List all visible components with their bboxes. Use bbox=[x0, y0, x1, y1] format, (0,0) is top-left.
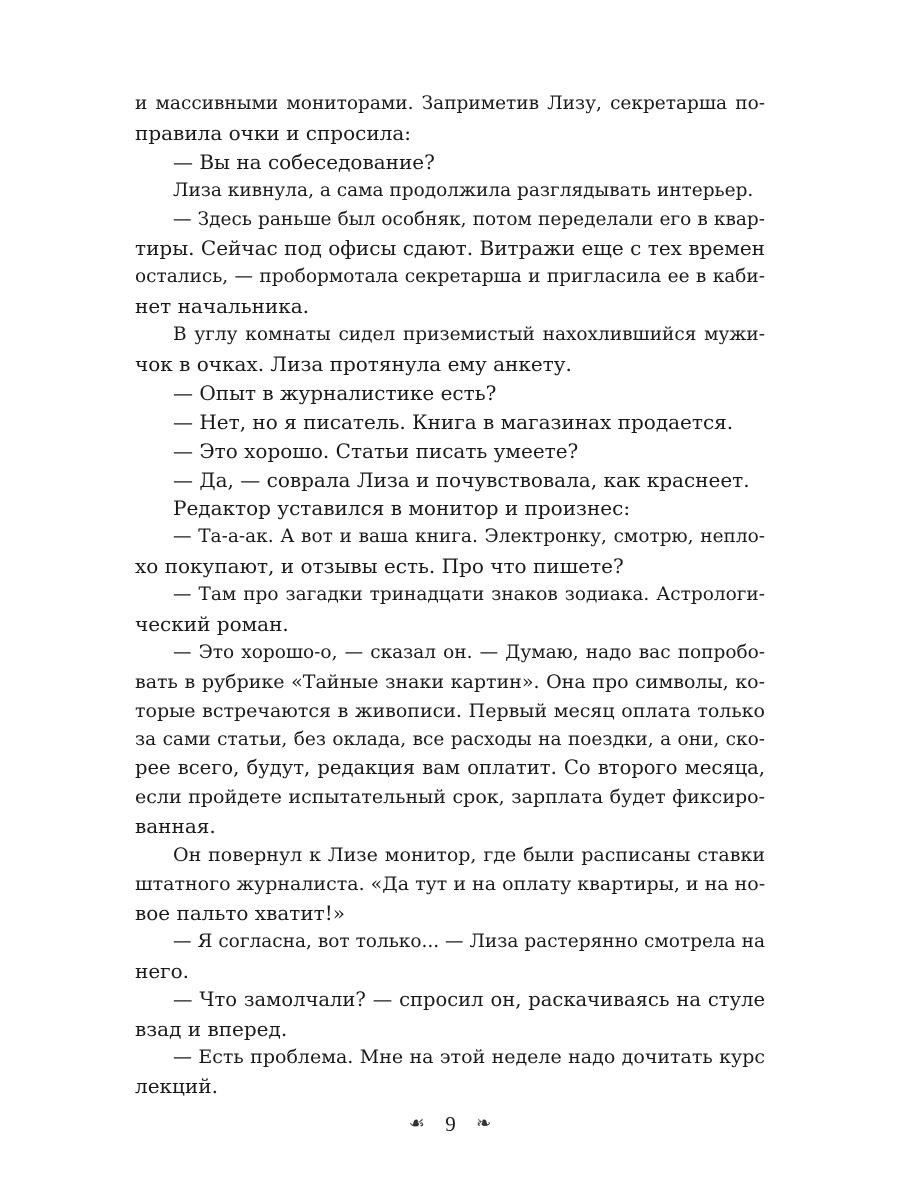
text-line: если пройдете испытательный срок, зарплата будет фиксиро- bbox=[135, 786, 765, 809]
text-line: Он повернул к Лизе монитор, где были расписаны ставки bbox=[173, 844, 765, 867]
text-line: штатного журналиста. «Да тут и на оплату квартиры, и на но- bbox=[135, 873, 766, 896]
body-text bbox=[135, 90, 765, 1101]
text-line: него. bbox=[135, 958, 190, 983]
page-footer bbox=[0, 1108, 900, 1138]
text-line: Лиза кивнула, а сама продолжила разглядывать интерьер. bbox=[173, 179, 754, 201]
text-line: вое пальто хватит!» bbox=[135, 900, 345, 925]
text-line: ческий роман. bbox=[135, 612, 289, 637]
text-line: — Я согласна, вот только... — Лиза растерянно смотрела на bbox=[173, 930, 765, 952]
text-line: торые встречаются в живописи. Первый месяц оплата только bbox=[135, 699, 765, 722]
text-line: В углу комнаты сидел приземистый нахохлившийся мужи- bbox=[173, 324, 765, 346]
text-line: вать в рубрике «Тайные знаки картин». Она про символы, ко- bbox=[135, 670, 765, 693]
text-line: взад и вперед. bbox=[135, 1016, 288, 1041]
text-line: Редактор уставился в монитор и произнес: bbox=[173, 496, 631, 521]
page-number: 9 bbox=[445, 1111, 456, 1136]
text-line: тиры. Сейчас под офисы сдают. Витражи еще с тех времен bbox=[135, 236, 765, 261]
text-line: — Что замолчали? — спросил он, раскачиваясь на стуле bbox=[173, 987, 765, 1011]
text-line: остались, — пробормотала секретарша и пригласила ее в каби- bbox=[135, 266, 765, 288]
text-line: — Здесь раньше был особняк, потом переделали его в квар- bbox=[173, 208, 765, 230]
text-line: — Это хорошо-о, — сказал он. — Думаю, надо вас попробо- bbox=[173, 641, 765, 663]
text-line: и массивными мониторами. Заприметив Лизу, секретарша по- bbox=[135, 93, 765, 114]
text-line: чок в очках. Лиза протянула ему анкету. bbox=[135, 352, 572, 377]
text-line: лекций. bbox=[135, 1074, 218, 1099]
text-line: — Вы на собеседование? bbox=[173, 149, 435, 174]
text-line: — Там про загадки тринадцати знаков зодиака. Астрологи- bbox=[173, 584, 765, 606]
text-line: рее всего, будут, редакция вам оплатит. Со второго месяца, bbox=[135, 756, 765, 780]
ornament-right-icon: ❧ bbox=[476, 1112, 492, 1134]
text-line: — Нет, но я писатель. Книга в магазинах продается. bbox=[173, 409, 734, 434]
text-line: хо покупают, и отзывы есть. Про что пишете? bbox=[135, 554, 624, 579]
ornament-left-icon: ☙ bbox=[408, 1112, 425, 1134]
text-line: — Есть проблема. Мне на этой неделе надо дочитать курс bbox=[173, 1046, 765, 1069]
text-line: — Та-а-ак. А вот и ваша книга. Электронку, смотрю, непло- bbox=[173, 526, 765, 548]
text-line: за сами статьи, без оклада, все расходы на поездки, а они, ско- bbox=[135, 728, 765, 750]
text-line: правила очки и спросила: bbox=[135, 120, 412, 145]
text-line: ванная. bbox=[135, 814, 216, 839]
text-line: — Опыт в журналистике есть? bbox=[173, 380, 497, 405]
text-line: нет начальника. bbox=[135, 294, 310, 319]
text-line: — Да, — соврала Лиза и почувствовала, как краснеет. bbox=[173, 467, 750, 492]
text-line: — Это хорошо. Статьи писать умеете? bbox=[173, 438, 579, 463]
